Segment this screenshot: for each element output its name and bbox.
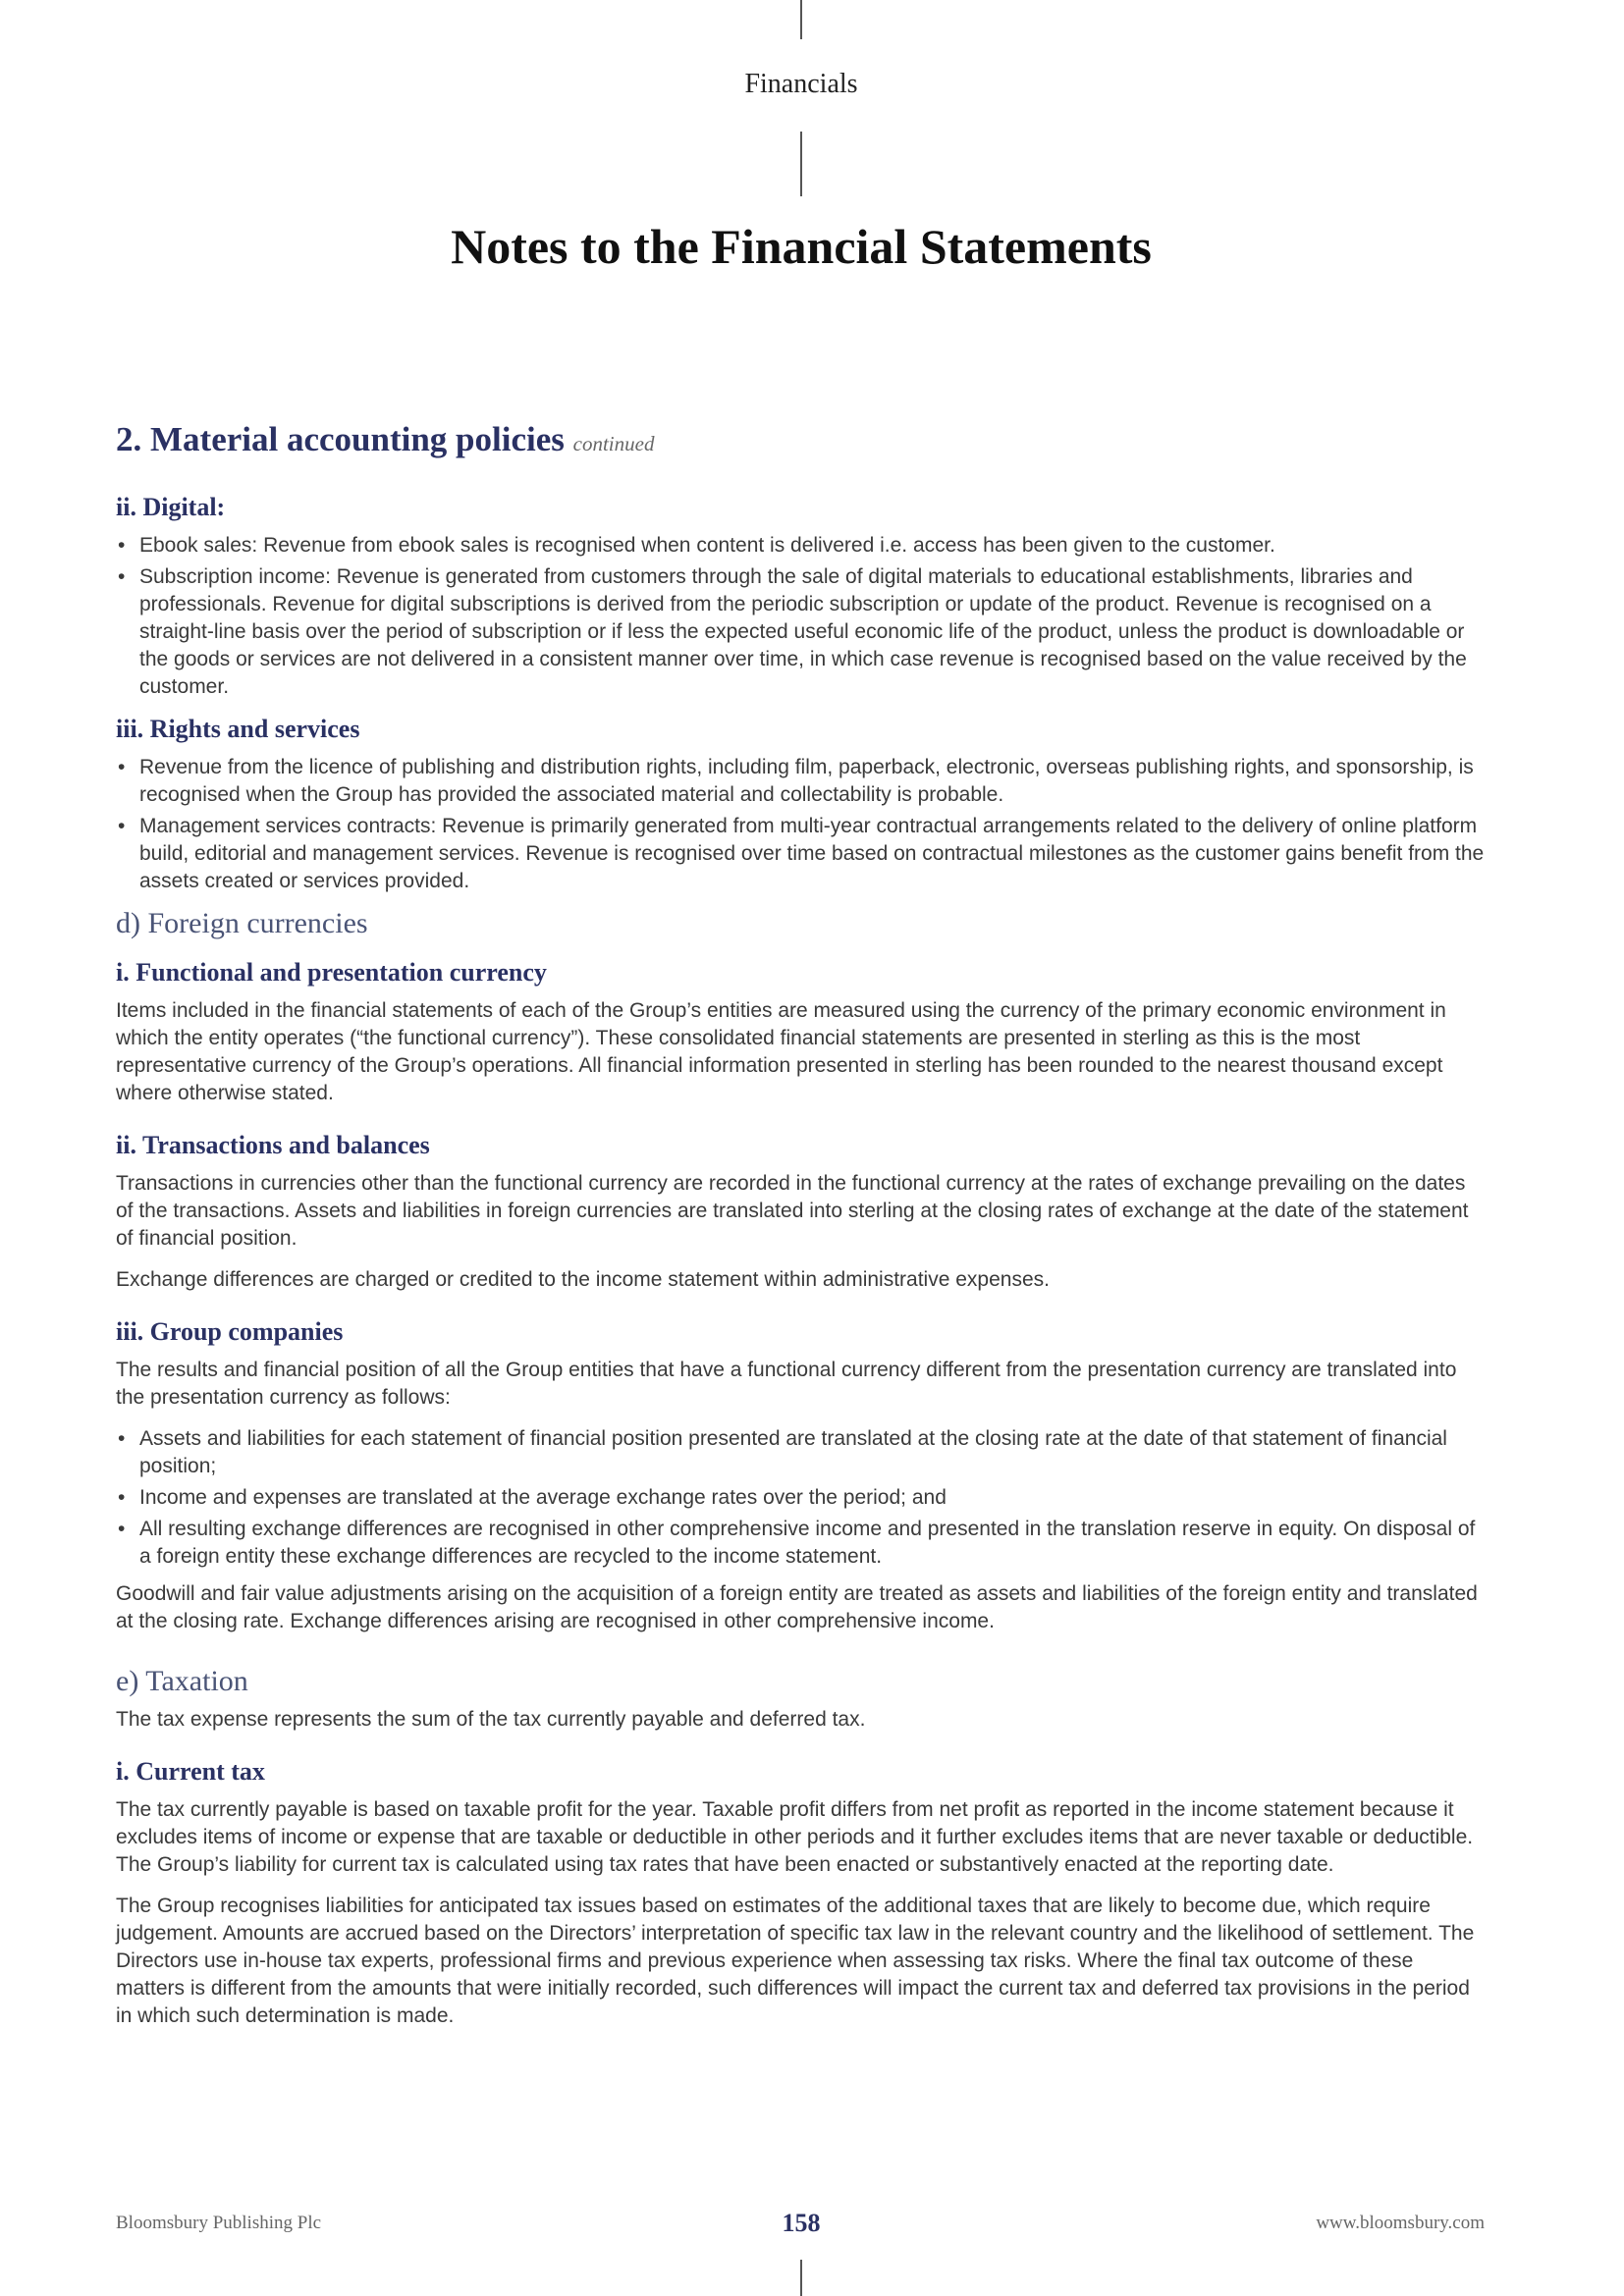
note-heading <box>116 418 1485 465</box>
transactions-heading: ii. Transactions and balances <box>116 1131 430 1159</box>
current-tax-text-2: The Group recognises liabilities for anticipated tax issues based on estimates of the additional taxes that are likely to become due, which require judgement. Amounts are accrued based on the Directors’ interpretation of specific tax law in the relevant country and the likelihood of settlement. The Directors use in-house tax experts, professional firms and previous experience when assessing tax risks. Where the final tax outcome of these matters is different from the amounts that were initially recorded, such differences will impact the current tax and deferred tax provisions in the period in which such determination is made. <box>116 1895 1475 2027</box>
foreign-currencies-heading: d) Foreign currencies <box>116 907 368 939</box>
list-item: • All resulting exchange differences are recognised in other comprehensive income and presented in the translation reserve in equity. On disposal of a foreign entity these exchange differences are recycled to the income statement. <box>116 1516 1485 1571</box>
digital-list <box>116 532 1485 701</box>
list-item: • Revenue from the licence of publishing and distribution rights, including film, paperback, electronic, overseas publishing rights, and sponsorship, is recognised when the Group has provided the associated material and collectability is probable. <box>116 754 1485 809</box>
rights-list <box>116 754 1485 895</box>
bottom-divider-line <box>800 2260 802 2296</box>
note-heading-text: 2. Material accounting policies <box>116 420 565 458</box>
group-companies-list <box>116 1425 1485 1571</box>
list-item: • Management services contracts: Revenue is primarily generated from multi-year contractual arrangements related to the delivery of online platform build, editorial and management services. Revenue is recognised over time based on contractual milestones as the customer gains benefit from the assets created or services provided. <box>116 813 1485 895</box>
transactions-text-1: Transactions in currencies other than the functional currency are recorded in the functional currency at the rates of exchange prevailing on the dates of the transactions. Assets and liabilities in foreign currencies are translated into sterling at the closing rates of exchange at the date of the statement of financial position. <box>116 1172 1469 1250</box>
functional-currency-text: Items included in the financial statements of each of the Group’s entities are measured using the currency of the primary economic environment in which the entity operates (“the functional currency”). These consolidated financial statements are presented in sterling as this is the most representative currency of the Group’s operations. All financial information presented in sterling has been rounded to the nearest thousand except where otherwise stated. <box>116 999 1446 1104</box>
footer-website-link[interactable]: www.bloomsbury.com <box>1316 2213 1485 2233</box>
group-companies-heading: iii. Group companies <box>116 1317 344 1346</box>
group-companies-outro: Goodwill and fair value adjustments arising on the acquisition of a foreign entity are treated as assets and liabilities of the foreign entity and translated at the closing rate. Exchange differences arising are recognised in other comprehensive income. <box>116 1582 1478 1632</box>
transactions-text-2: Exchange differences are charged or credited to the income statement within administrative expenses. <box>116 1268 1050 1291</box>
functional-currency-heading: i. Functional and presentation currency <box>116 958 547 987</box>
page-footer <box>116 2209 1485 2238</box>
list-item: • Subscription income: Revenue is generated from customers through the sale of digital materials to educational establishments, libraries and professionals. Revenue for digital subscriptions is derived from the periodic subscription or update of the product. Revenue is recognised on a straight-line basis over the period of subscription or if less the expected useful economic life of the product, unless the product is downloadable or the goods or services are not delivered in a consistent manner over time, in which case revenue is recognised based on the value received by the customer. <box>116 563 1485 701</box>
continued-label: continued <box>572 432 655 455</box>
top-divider-line <box>800 0 802 39</box>
group-companies-intro: The results and financial position of all the Group entities that have a functional currency different from the presentation currency are translated into the presentation currency as follows: <box>116 1359 1457 1409</box>
footer-company: Bloomsbury Publishing Plc <box>116 2213 322 2233</box>
page-number: 158 <box>782 2209 821 2237</box>
current-tax-text-1: The tax currently payable is based on taxable profit for the year. Taxable profit differs from net profit as reported in the income statement because it excludes items of income or expense that are taxable or deductible in other periods and it further excludes items that are never taxable or deductible. The Group’s liability for current tax is calculated using tax rates that have been enacted or substantively enacted at the reporting date. <box>116 1798 1474 1876</box>
title-divider-line <box>800 132 802 196</box>
taxation-heading: e) Taxation <box>116 1665 248 1697</box>
taxation-intro: The tax expense represents the sum of the tax currently payable and deferred tax. <box>116 1708 866 1731</box>
page-title: Notes to the Financial Statements <box>451 219 1152 274</box>
list-item: • Assets and liabilities for each statement of financial position presented are translated at the closing rate at the date of that statement of financial position; <box>116 1425 1485 1480</box>
page-content <box>116 418 1485 2044</box>
list-item: • Ebook sales: Revenue from ebook sales is recognised when content is delivered i.e. access has been given to the customer. <box>116 532 1485 560</box>
rights-heading: iii. Rights and services <box>116 715 360 743</box>
digital-heading: ii. Digital: <box>116 493 226 521</box>
list-item: • Income and expenses are translated at the average exchange rates over the period; and <box>116 1484 1485 1512</box>
section-label: Financials <box>744 69 858 99</box>
current-tax-heading: i. Current tax <box>116 1757 265 1786</box>
